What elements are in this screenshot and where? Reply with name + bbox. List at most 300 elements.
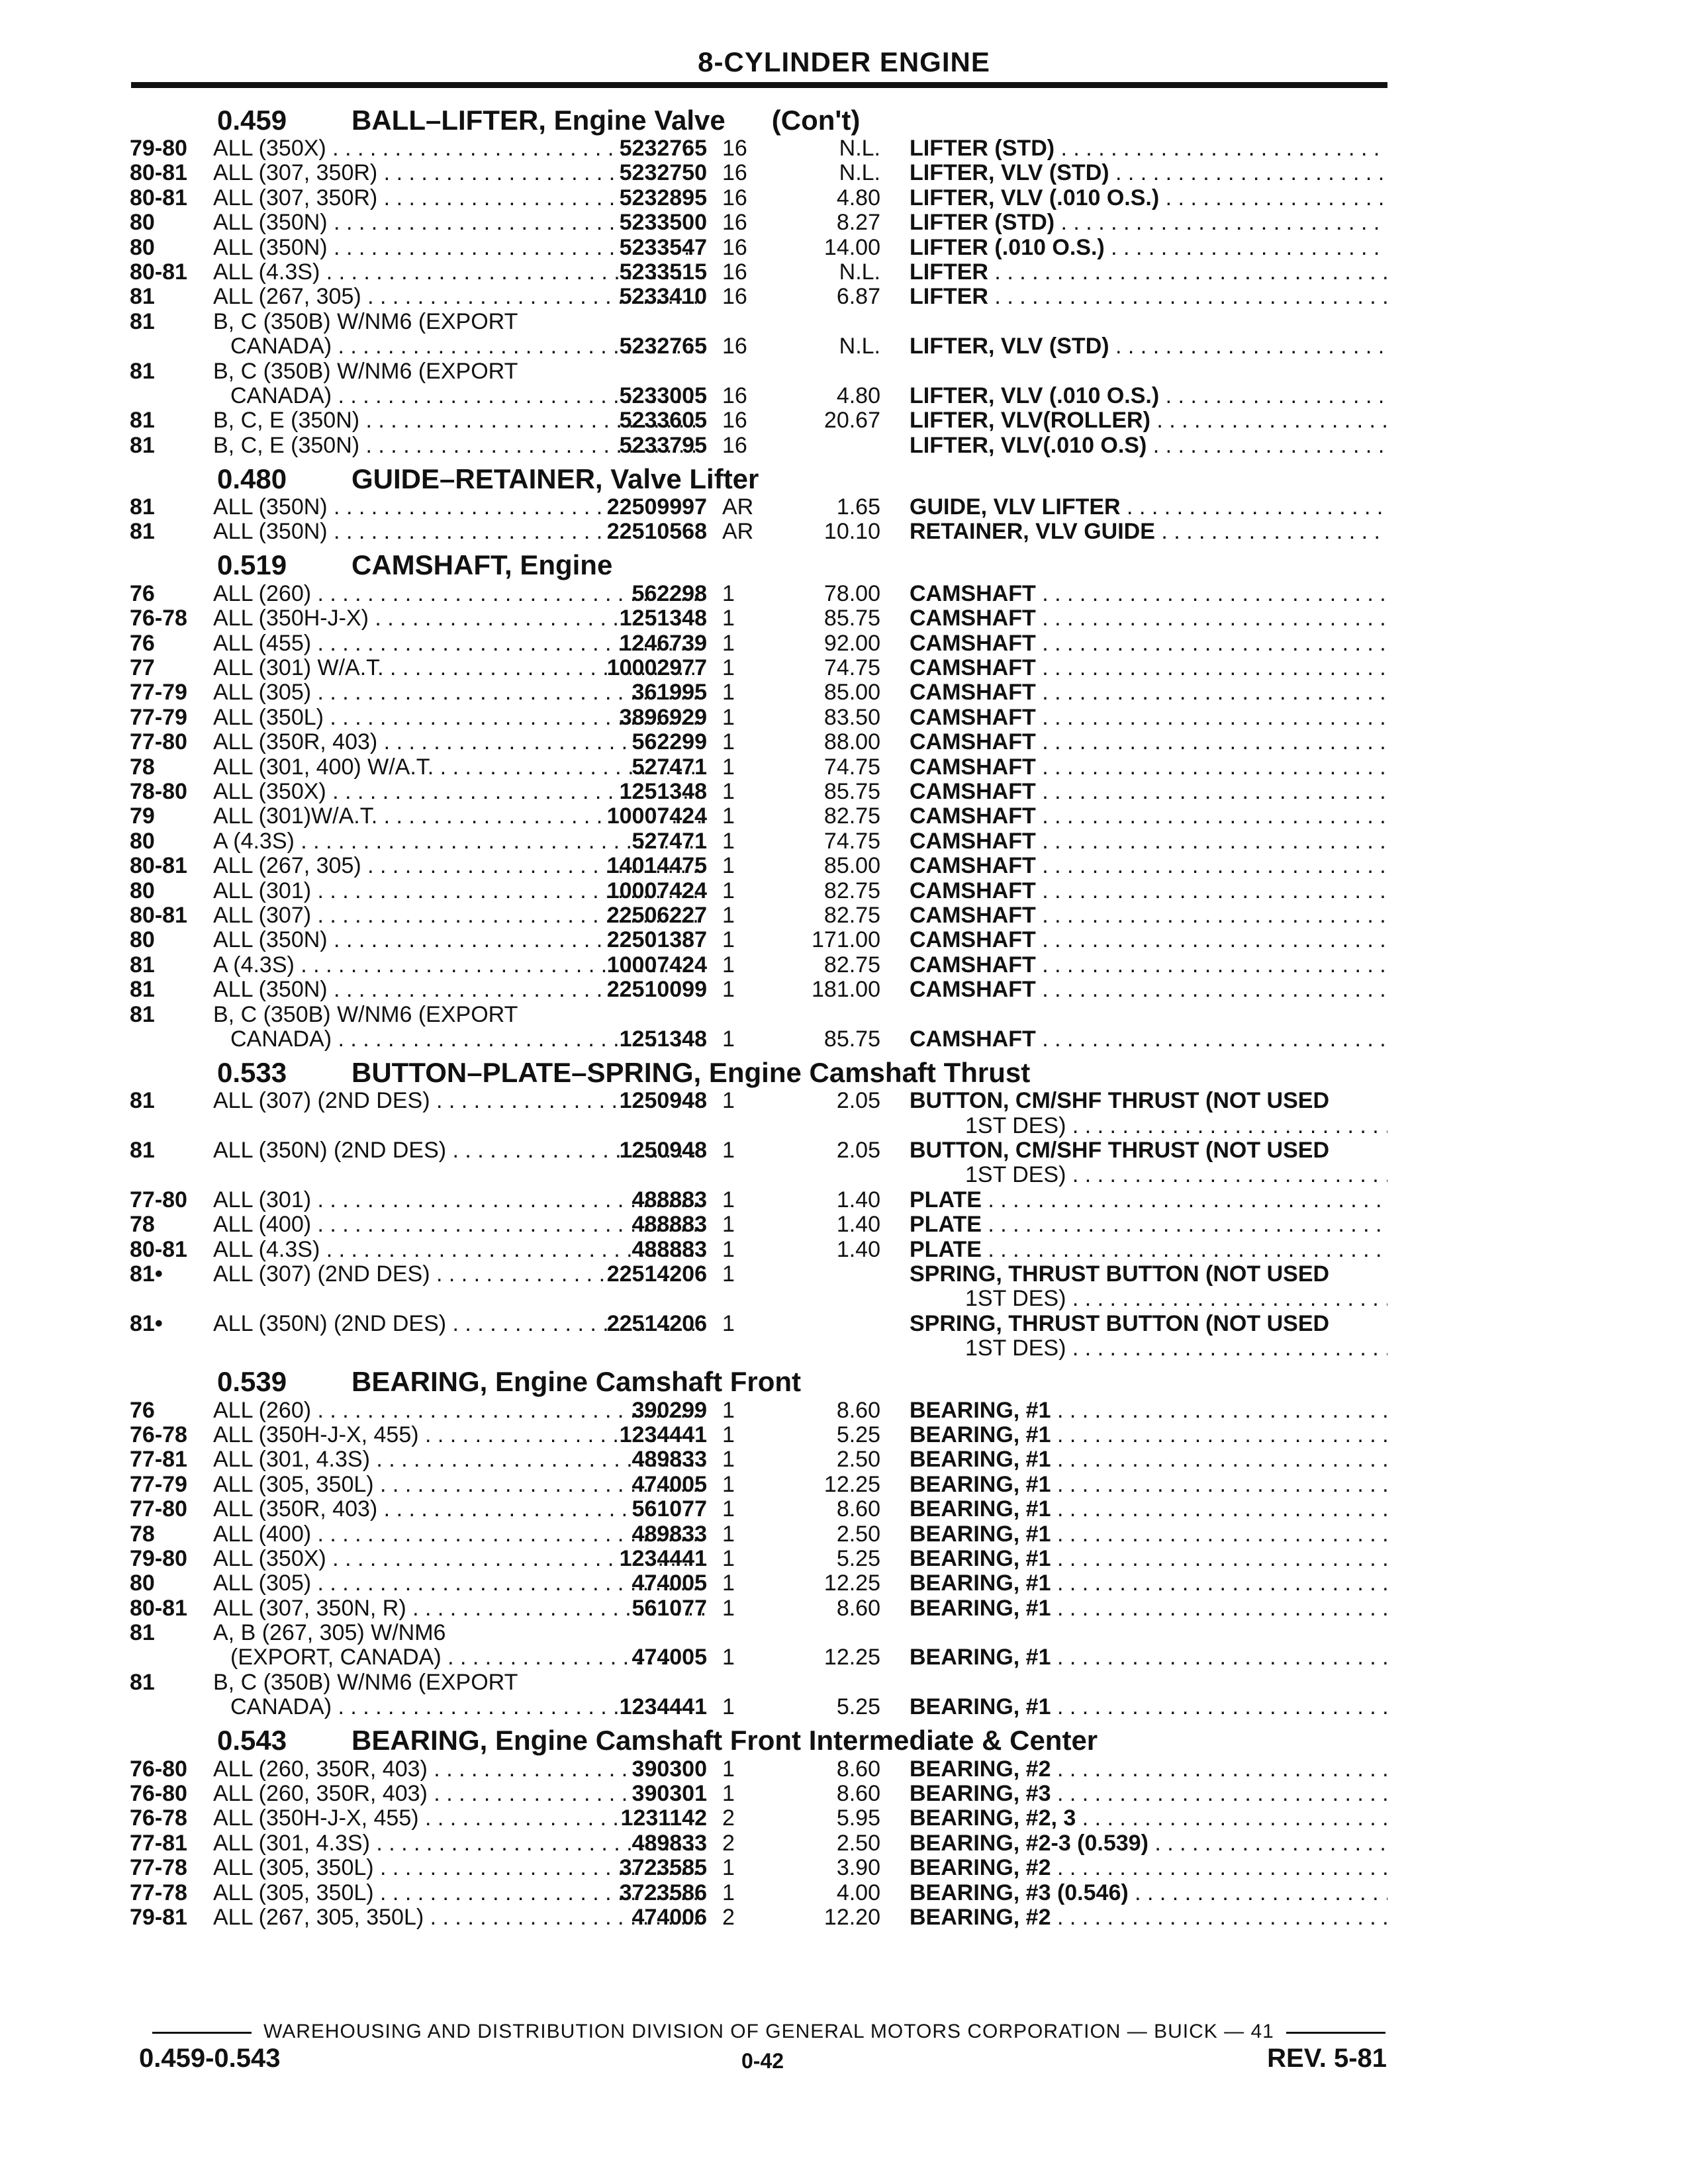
quantity: 1 [722,630,735,656]
section-header [130,458,1387,495]
application [213,1497,704,1522]
part-number: 390299 [632,1397,707,1423]
application-text: ALL (260) [213,1398,312,1423]
quantity: 1 [722,1595,735,1621]
description [910,285,1387,309]
application-text: B, C (350B) W/NM6 (EXPORT [213,1670,518,1695]
table-row [130,631,1387,656]
description [910,1138,1387,1163]
description [910,1856,1387,1880]
description-text: CAMSHAFT [910,928,1036,953]
description-text: GUIDE, VLV LIFTER [910,495,1121,520]
application-text: B, C, E (350N) [213,433,360,458]
part-number: 3896929 [619,704,707,730]
model-year: 77-79 [130,680,187,705]
description [910,210,1387,235]
price: 181.00 [812,977,880,1003]
model-year: 81 [130,952,155,978]
quantity: 2 [722,1805,735,1831]
description [910,1188,1387,1212]
quantity: 1 [722,1187,735,1212]
description-text: PLATE [910,1237,982,1262]
application-text: ALL (301)W/A.T. [213,804,378,829]
model-year: 77-80 [130,1187,187,1212]
description-text: BEARING, #2 [910,1856,1051,1881]
model-year: 76-78 [130,1422,187,1447]
application [213,829,704,854]
table-row [130,1497,1387,1522]
model-year: 77-78 [130,1880,187,1905]
table-row-continued [130,1163,1387,1187]
price: 85.75 [823,606,880,631]
model-year: 76-78 [130,1805,187,1831]
description-text: BEARING, #1 [910,1522,1051,1547]
description [910,755,1387,780]
model-year: 79-81 [130,1905,187,1930]
description [910,1831,1387,1856]
price: 4.80 [836,185,880,210]
description [910,582,1387,606]
application [213,1522,704,1547]
model-year: 80-81 [130,185,187,210]
description-text: LIFTER [910,259,988,285]
description-continued [965,1163,1387,1187]
description [910,1497,1387,1522]
quantity: 1 [722,680,735,705]
description-text: CAMSHAFT [910,581,1036,606]
application-continued-text: CANADA) [230,334,332,359]
table-row-continued [130,1114,1387,1138]
part-number: 489833 [632,1447,707,1473]
description-text: SPRING, THRUST BUTTON (NOT USED [910,1311,1330,1336]
part-number: 1246739 [619,630,707,656]
model-year: 80 [130,234,155,260]
description-text: BEARING, #1 [910,1695,1051,1720]
table-row [130,186,1387,210]
description [910,433,1387,458]
model-year: 81 [130,1001,155,1027]
table-row [130,236,1387,260]
description-text: CAMSHAFT [910,754,1036,780]
model-year: 76 [130,1397,155,1423]
description [910,1757,1387,1782]
description-text: BEARING, #1 [910,1596,1051,1621]
price: 12.20 [823,1905,880,1930]
part-number: 361995 [632,680,707,705]
application-text: ALL (350N) (2ND DES) [213,1138,447,1163]
description-text: SPRING, THRUST BUTTON (NOT USED [910,1262,1330,1287]
table-row [130,879,1387,903]
price: 74.75 [823,754,880,780]
description [910,1522,1387,1547]
application-continued-text: CANADA) [230,1695,332,1720]
description-continued [965,1287,1387,1311]
application-text: ALL (350N) [213,928,328,953]
application-text: ALL (455) [213,631,312,656]
table-row [130,1757,1387,1782]
description [910,520,1387,544]
model-year: 76-78 [130,606,187,631]
table-row [130,730,1387,754]
application-text: ALL (260) [213,581,312,606]
section-header [130,1720,1387,1757]
description [910,829,1387,854]
price: 85.00 [823,853,880,879]
price: 74.75 [823,828,880,854]
part-number: 5232750 [619,160,707,186]
model-year: 77-81 [130,1447,187,1473]
table-row [130,1423,1387,1447]
section-header [130,545,1387,582]
part-number: 5233605 [619,408,707,433]
table-row-continued [130,1287,1387,1311]
model-year: 77-79 [130,1471,187,1497]
quantity: 1 [722,878,735,903]
part-number: 22514206 [606,1310,707,1336]
description-text: BEARING, #2, 3 [910,1806,1076,1831]
application [213,1757,704,1782]
part-number: 561077 [632,1496,707,1522]
description [910,1905,1387,1930]
model-year: 81 [130,408,155,433]
application [213,1188,704,1212]
application-text: ALL (301) [213,878,312,903]
description [910,928,1387,952]
part-number: 562298 [632,580,707,606]
quantity: 1 [722,1422,735,1447]
application-text: A (4.3S) [213,952,295,978]
table-row [130,656,1387,680]
table-row [130,1212,1387,1237]
part-number: 22514206 [606,1261,707,1287]
model-year: 80-81 [130,160,187,186]
price: 82.75 [823,952,880,978]
section-title-text: BALL–LIFTER, Engine Valve [352,104,726,136]
table-row [130,1447,1387,1472]
description-text: BEARING, #2 [910,1756,1051,1782]
application-text: ALL (350H-J-X, 455) [213,1422,419,1447]
application-text: ALL (350X) [213,779,326,804]
description-text: LIFTER (STD) [910,136,1055,161]
description [910,680,1387,705]
table-row-continued [130,1645,1387,1670]
price: N.L. [839,259,880,285]
part-number: 22510099 [606,977,707,1003]
section-number: 0.459 [217,104,287,136]
quantity: 1 [722,729,735,755]
table-row [130,755,1387,780]
model-year: 78-80 [130,778,187,804]
application [213,1212,704,1237]
price: 8.60 [836,1595,880,1621]
model-year: 81• [130,1310,163,1336]
quantity: 1 [722,1855,735,1881]
table-row [130,1188,1387,1212]
part-number: 488883 [632,1187,707,1212]
price: 8.60 [836,1756,880,1782]
application [213,755,704,780]
model-year: 81 [130,432,155,458]
quantity: 1 [722,828,735,854]
application-text: ALL (307, 350N, R) [213,1596,406,1621]
table-row [130,260,1387,285]
model-year: 81 [130,1088,155,1114]
section-title-text: BUTTON–PLATE–SPRING, Engine Camshaft Thrust [352,1056,1031,1088]
description-text: BEARING, #1 [910,1472,1051,1497]
price: 8.27 [836,210,880,236]
quantity: 1 [722,1026,735,1052]
price: 85.75 [823,778,880,804]
application [213,310,704,334]
part-number: 3723585 [619,1855,707,1881]
description-text: BEARING, #2 [910,1905,1051,1930]
quantity: 1 [722,606,735,631]
application-text: A, B (267, 305) W/NM6 [213,1621,446,1646]
price: 83.50 [823,704,880,730]
part-number: 14014475 [606,853,707,879]
model-year: 80-81 [130,259,187,285]
section-number: 0.543 [217,1725,287,1756]
application-text: B, C (350B) W/NM6 (EXPORT [213,1002,518,1027]
description [910,1312,1387,1336]
description-text: CAMSHAFT [910,878,1036,903]
part-number: 1250948 [619,1138,707,1163]
price: 5.25 [836,1545,880,1571]
description-continued-text: 1ST DES) [965,1287,1066,1312]
application-text: ALL (301) [213,1187,312,1212]
price: 82.75 [823,902,880,928]
application-text: ALL (350N) [213,495,328,520]
model-year: 80-81 [130,902,187,928]
application [213,730,704,754]
application-text: ALL (305, 350L) [213,1880,374,1905]
application-text: ALL (267, 305) [213,285,361,310]
section-number: 0.533 [217,1056,287,1088]
description [910,1027,1387,1052]
part-number: 1234441 [619,1694,707,1720]
application-text: ALL (307) (2ND DES) [213,1089,430,1114]
application-text: ALL (267, 305) [213,854,361,879]
quantity: 1 [722,754,735,780]
application-text: ALL (350N) [213,978,328,1003]
application [213,1473,704,1497]
price: 1.65 [836,494,880,520]
footer-division [140,2021,1386,2043]
price: 2.50 [836,1521,880,1547]
model-year: 80-81 [130,853,187,879]
price: 14.00 [823,234,880,260]
model-year: 81 [130,1138,155,1163]
description [910,408,1387,433]
quantity: 16 [722,284,747,310]
price: 1.40 [836,1187,880,1212]
description [910,1806,1387,1831]
section-title-text: BEARING, Engine Camshaft Front Intermediate & Center [352,1725,1098,1756]
description [910,1596,1387,1621]
table-row [130,520,1387,544]
table-row [130,1089,1387,1113]
table-row [130,1831,1387,1856]
description [910,1089,1387,1113]
quantity: 1 [722,977,735,1003]
application-continued-text: CANADA) [230,383,332,408]
model-year: 81 [130,494,155,520]
price: 12.25 [823,1471,880,1497]
part-number: 1251348 [619,1026,707,1052]
model-year: 80 [130,927,155,953]
description-text: BEARING, #3 (0.546) [910,1880,1129,1905]
application-text: B, C, E (350N) [213,408,360,433]
quantity: 1 [722,1088,735,1114]
part-number: 488883 [632,1212,707,1238]
application [213,1905,704,1930]
application-text: ALL (305) [213,680,312,705]
section-continued: (Con't) [771,104,861,136]
part-number: 1251348 [619,606,707,631]
price: 5.25 [836,1422,880,1447]
description [910,1423,1387,1447]
description-text: BEARING, #1 [910,1422,1051,1447]
part-number: 1234441 [619,1545,707,1571]
section-number: 0.539 [217,1366,287,1398]
description [910,161,1387,185]
price: 20.67 [823,408,880,433]
footer-page-number: 0-42 [741,2049,784,2073]
description [910,1645,1387,1670]
description-text: LIFTER, VLV(.010 O.S) [910,433,1147,458]
quantity: 1 [722,1261,735,1287]
quantity: 16 [722,334,747,359]
table-row [130,953,1387,978]
price: 5.25 [836,1694,880,1720]
part-number: 562299 [632,729,707,755]
quantity: 1 [722,803,735,829]
description-text: LIFTER, VLV (STD) [910,161,1109,186]
description [910,978,1387,1002]
part-number: 1250948 [619,1088,707,1114]
price: 2.05 [836,1088,880,1114]
description-continued-text: 1ST DES) [965,1163,1066,1188]
table-row [130,285,1387,309]
table-row [130,1238,1387,1262]
price: 2.50 [836,1447,880,1473]
price: 85.00 [823,680,880,705]
price: 3.90 [836,1855,880,1881]
table-row [130,1881,1387,1905]
description [910,334,1387,359]
description-text: LIFTER, VLV(ROLLER) [910,408,1150,433]
quantity: 1 [722,1645,735,1670]
description-continued [965,1336,1387,1361]
description [910,1782,1387,1806]
application-text: ALL (400) [213,1522,312,1547]
section-title [352,1725,1098,1756]
description [910,705,1387,730]
application [213,1670,704,1695]
table-row [130,1003,1387,1027]
description [910,136,1387,161]
part-number: 489833 [632,1521,707,1547]
application [213,1782,704,1806]
description [910,260,1387,285]
model-year: 81• [130,1261,163,1287]
model-year: 80-81 [130,1595,187,1621]
part-number: 10007424 [606,878,707,903]
section-title-text: BEARING, Engine Camshaft Front [352,1366,802,1398]
quantity: 1 [722,1447,735,1473]
description [910,1473,1387,1497]
description-text: BEARING, #1 [910,1546,1051,1571]
description-text: RETAINER, VLV GUIDE [910,520,1155,545]
quantity: 16 [722,160,747,186]
part-number: 474005 [632,1570,707,1596]
price: 8.60 [836,1781,880,1807]
quantity: 16 [722,210,747,236]
model-year: 76 [130,630,155,656]
table-row [130,1806,1387,1831]
model-year: 80 [130,1570,155,1596]
quantity: 16 [722,136,747,161]
part-number: 10007424 [606,952,707,978]
application-text: ALL (350L) [213,705,324,730]
section-title [352,549,613,581]
section-header [130,1361,1387,1398]
price: 5.95 [836,1805,880,1831]
model-year: 78 [130,754,155,780]
description [910,854,1387,878]
description-text: BEARING, #1 [910,1497,1051,1522]
quantity: 2 [722,1830,735,1856]
part-number: 1234441 [619,1422,707,1447]
description-text: CAMSHAFT [910,829,1036,854]
description [910,1238,1387,1262]
description [910,1262,1387,1287]
table-row [130,1571,1387,1596]
description-text: PLATE [910,1187,982,1212]
model-year: 76 [130,580,155,606]
description [910,1447,1387,1472]
footer-revision: REV. 5-81 [1267,2044,1387,2073]
model-year: 77 [130,655,155,681]
price: 88.00 [823,729,880,755]
description-text: CAMSHAFT [910,978,1036,1003]
table-row [130,1473,1387,1497]
section-number: 0.480 [217,463,287,494]
description-text: BEARING, #2-3 (0.539) [910,1831,1149,1856]
table-row-continued [130,1027,1387,1052]
description-text: LIFTER (.010 O.S.) [910,235,1105,260]
part-number: 10002977 [606,655,707,681]
footer-division-text: WAREHOUSING AND DISTRIBUTION DIVISION OF GENERAL MOTORS CORPORATION — BUICK — 41 [263,2021,1274,2042]
part-number: 22501387 [606,927,707,953]
footer-rule-right [1286,2032,1385,2034]
description [910,1547,1387,1571]
quantity: 2 [722,1905,735,1930]
application-text: ALL (307) (2ND DES) [213,1262,430,1287]
application-text: ALL (350H-J-X, 455) [213,1806,419,1831]
price: 85.75 [823,1026,880,1052]
price: 2.05 [836,1138,880,1163]
part-number: 5233547 [619,234,707,260]
description-text: BUTTON, CM/SHF THRUST (NOT USED [910,1138,1330,1163]
model-year: 81 [130,358,155,384]
quantity: 1 [722,1236,735,1262]
application-text: ALL (301, 4.3S) [213,1831,370,1856]
description [910,730,1387,754]
application [213,1003,704,1027]
description-text: LIFTER (STD) [910,210,1055,236]
description-text: CAMSHAFT [910,705,1036,730]
